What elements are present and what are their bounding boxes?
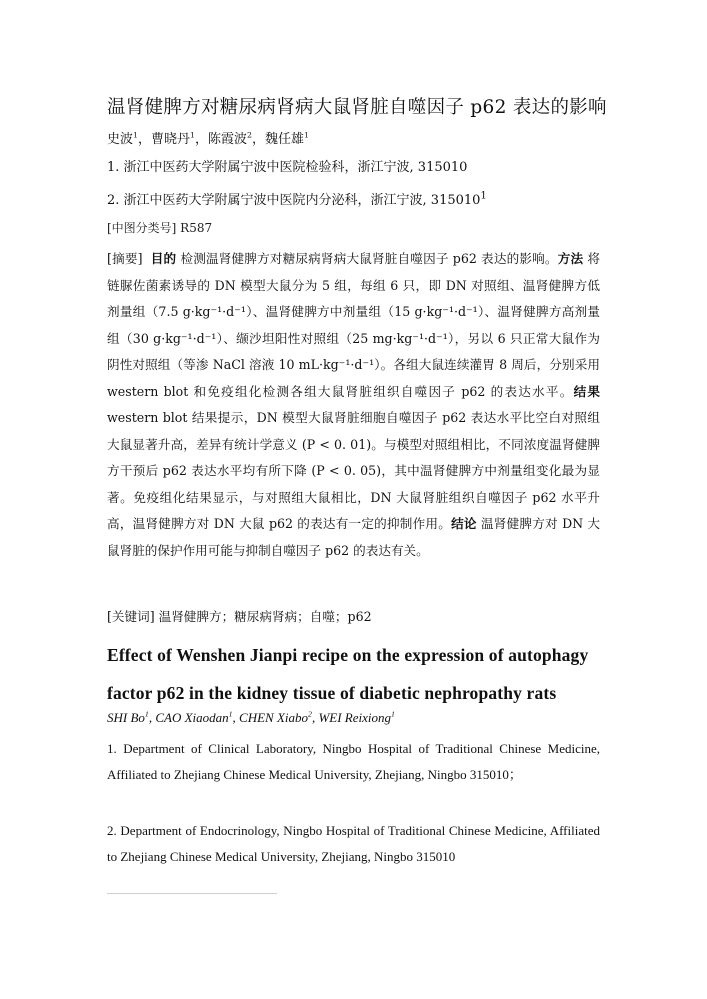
author-zh-name: 曹晓丹 (151, 132, 191, 147)
results-label: 结果 (573, 383, 600, 399)
results-text: western blot 结果提示，DN 模型大鼠肾脏细胞自噬因子 p62 表达水平比空白对照组大鼠显著升高，差异有统计学意义 (P < 0. 01)。与模型对照组相比，不同浓度温肾健脾方干预后 p62 表达水平均有所下降 (P < 0. 05)，其中温肾健脾方中剂量组变化最为显著。免疫组化结果显示，与对照组大鼠相比，DN 大鼠肾脏组织自噬因子 p62 水平升高，温肾健脾方对 DN 大鼠 p62 的表达有一定的抑制作用。 (107, 410, 600, 531)
affiliation-zh-1: 1. 浙江中医药大学附属宁波中医院检验科，浙江宁波, 315010 (107, 160, 468, 175)
authors-en: SHI Bo$^1$, CAO Xiaodan$^1$, CHEN Xiabo$^2$, WEI Reixiong$^1$ (107, 709, 395, 725)
author-en-aff: 1 (391, 709, 395, 719)
author-en-aff: 1 (228, 709, 233, 719)
author-en-name: CHEN Xiabo (239, 710, 309, 725)
abstract-tag: [摘要] (107, 251, 143, 266)
author-zh-name: 陈霞波 (208, 132, 248, 147)
author-en-name: WEI Reixiong (318, 710, 391, 725)
keywords-zh: [关键词] 温肾健脾方；糖尿病肾病；自噬；p62 (107, 609, 372, 624)
classification-code: [中图分类号] R587 (107, 221, 213, 235)
author-zh-name: 魏任雄 (265, 132, 305, 147)
footnote-divider (107, 893, 277, 894)
methods-label: 方法 (557, 251, 584, 266)
conclusion-text: 温肾健脾方对 DN 大鼠肾脏的保护作用可能与抑制自噬因子 p62 的表达有关。 (107, 516, 601, 558)
purpose-text: 检测温肾健脾方对糖尿病肾病大鼠肾脏自噬因子 p62 表达的影响。 (180, 251, 558, 266)
author-zh-aff: 1 (133, 130, 138, 140)
title-en-line-1: Effect of Wenshen Jianpi recipe on the expression of autophagy (107, 645, 589, 665)
affiliation-zh-2 (107, 189, 600, 208)
title-zh: 温肾健脾方对糖尿病肾病大鼠肾脏自噬因子 p62 表达的影响 (107, 97, 607, 118)
abstract-zh (107, 246, 600, 564)
methods-text: 将链脲佐菌素诱导的 DN 模型大鼠分为 5 组，每组 6 只，即 DN 对照组、温肾健脾方低剂量组（7.5 g·kg⁻¹·d⁻¹）、温肾健脾方中剂量组（15 g·kg⁻¹·d⁻¹）、温肾健脾方高剂量组（30 g·kg⁻¹·d⁻¹）、缬沙坦阳性对照组（25 mg·kg⁻¹·d⁻¹），另以 6 只正常大鼠作为阴性对照组（等渗 NaCl 溶液 10 mL·kg⁻¹·d⁻¹）。各组大鼠连续灌胃 8 周后，分别采用 western blot 和免疫组化检测各组大鼠肾脏组织自噬因子 p62 的表达水平。 (107, 251, 601, 399)
author-zh-aff: 1 (304, 130, 309, 140)
affiliation-zh-2-sup: 1 (480, 190, 487, 202)
affiliation-en-2: 2. Department of Endocrinology, Ningbo Hospital of Traditional Chinese Medicine, Affiliated to Zhejiang Chinese Medical University, Zhejiang, Ningbo 315010 (107, 823, 600, 864)
purpose-label: 目的 (150, 251, 177, 266)
title-en-line-2: factor p62 in the kidney tissue of diabetic nephropathy rats (107, 683, 557, 703)
author-en-aff: 1 (144, 709, 149, 719)
conclusion-label: 结论 (451, 516, 477, 531)
author-zh-name: 史波 (107, 132, 134, 147)
affiliation-zh-2-text: 2. 浙江中医药大学附属宁波中医院内分泌科，浙江宁波, 315010 (107, 193, 481, 208)
title-en (107, 636, 600, 712)
author-en-name: CAO Xiaodan (155, 710, 229, 725)
author-en-aff: 2 (308, 709, 312, 719)
author-zh-aff: 1 (190, 130, 195, 140)
author-zh-aff: 2 (247, 130, 252, 140)
author-en-name: SHI Bo (107, 710, 145, 725)
affiliation-en-1: 1. Department of Clinical Laboratory, Ningbo Hospital of Traditional Chinese Medicine, Affiliated to Zhejiang Chinese Medical University, Zhejiang, Ningbo 315010； (107, 741, 600, 782)
authors-zh: 史波$^1$，曹晓丹$^1$，陈霞波$^2$，魏任雄$^1$ (107, 130, 309, 147)
